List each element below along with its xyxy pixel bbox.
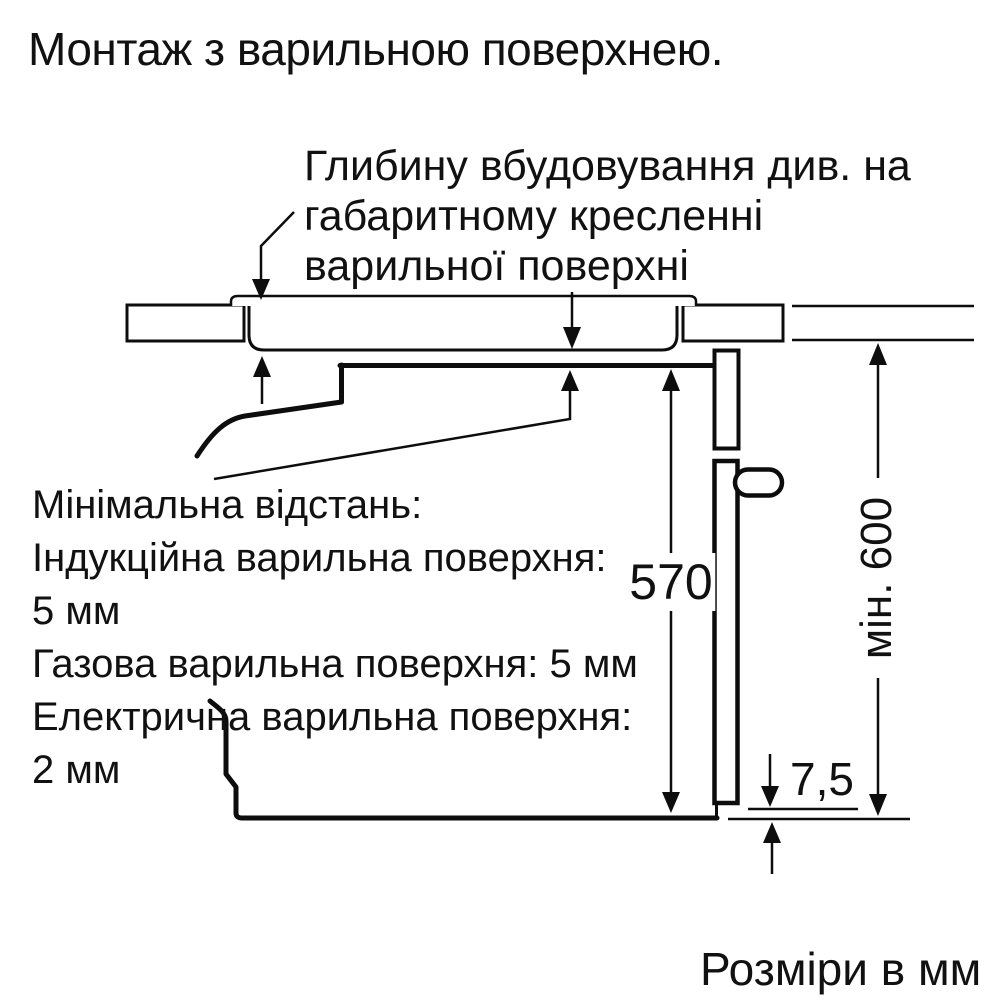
dim-600-top-arrow-icon [869, 343, 887, 365]
note-min-distance-line: 2 мм [32, 748, 121, 792]
dim-label-570: 570 [626, 553, 715, 611]
min-distance-right-arrow-up-icon [561, 370, 579, 391]
note-embed-depth-line: габаритному кресленні [304, 192, 764, 240]
note-min-distance [32, 479, 638, 797]
note-embed-depth-line: Глибину вбудовування див. на [304, 142, 911, 190]
dim-600-bottom-arrow-icon [869, 794, 887, 816]
dim-570-top-arrow-icon [662, 369, 680, 391]
oven-door-handle [735, 470, 782, 496]
note-min-distance-line: Електрична варильна поверхня: [32, 695, 633, 739]
embed-depth-leader-line [261, 212, 294, 280]
countertop-left-section [127, 305, 244, 341]
hob-rim-outline [231, 296, 696, 306]
oven-control-panel [715, 351, 739, 449]
dim-75-arrow-up-icon [763, 822, 781, 843]
dim-570-bottom-arrow-icon [662, 792, 680, 813]
min-distance-left-arrow-up-icon [253, 356, 271, 377]
oven-door [715, 461, 738, 803]
note-min-distance-line: Індукційна варильна поверхня: [32, 536, 607, 580]
dim-label-7-5: 7,5 [790, 753, 854, 805]
note-embed-depth-line: варильної поверхні [304, 242, 689, 290]
footer-units-note: Розміри в мм [700, 943, 982, 995]
oven-front-top-profile [197, 365, 342, 456]
note-min-distance-line: Газова варильна поверхня: 5 мм [32, 642, 638, 686]
note-min-distance-line: 5 мм [32, 589, 121, 633]
countertop-extension-lines [792, 306, 974, 340]
dim-label-min-600: мін. 600 [852, 494, 902, 662]
note-min-distance-line: Мінімальна відстань: [32, 483, 423, 527]
note-embed-depth [304, 141, 911, 291]
countertop-right-section [683, 305, 783, 341]
dim-75-arrow-down-icon [761, 786, 779, 807]
min-distance-leader-line [214, 390, 570, 479]
page-title: Монтаж з варильною поверхнею. [28, 23, 724, 75]
